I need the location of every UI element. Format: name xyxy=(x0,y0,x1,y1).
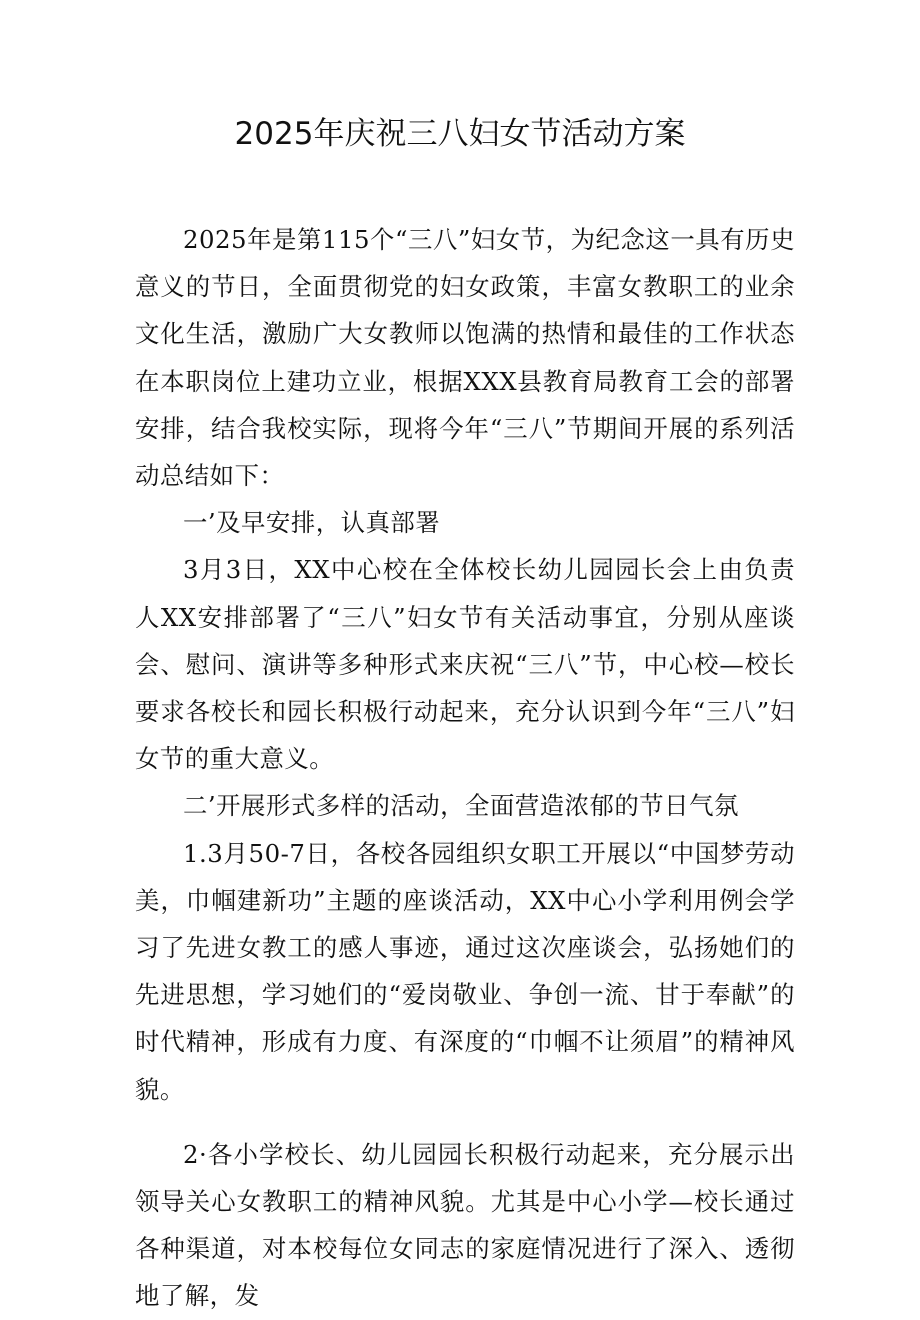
section-heading-1: 一’及早安排，认真部署 xyxy=(183,508,441,538)
paragraph-item-2: 2·各小学校长、幼儿园园长积极行动起来，充分展示出领导关心女教职工的精神风貌。尤其是中心小学—校长通过各种渠道，对本校每位女同志的家庭情况进行了深入、透彻地了解，发 xyxy=(135,1139,795,1311)
document-body xyxy=(135,216,795,1320)
paragraph-section-1: 3月3日，XX中心校在全体校长幼儿园园长会上由负责人XX安排部署了“三八”妇女节有关活动事宜，分别从座谈会、慰问、演讲等多种形式来庆祝“三八”节，中心校—校长要求各校长和园长积极行动起来，充分认识到今年“三八”妇女节的重大意义。 xyxy=(135,555,795,774)
paragraph-intro: 2025年是第115个“三八”妇女节，为纪念这一具有历史意义的节日，全面贯彻党的妇女政策，丰富女教职工的业余文化生活，激励广大女教师以饱满的热情和最佳的工作状态在本职岗位上建功立业，根据XXX县教育局教育工会的部署安排，结合我校实际，现将今年“三八”节期间开展的系列活动总结如下： xyxy=(135,225,795,491)
section-heading-2: 二’开展形式多样的活动，全面营造浓郁的节日气氛 xyxy=(183,791,739,821)
paragraph-item-1: 1.3月50-7日，各校各园组织女职工开展以“中国梦劳动美，巾帼建新功”主题的座谈活动，XX中心小学利用例会学习了先进女教工的感人事迹，通过这次座谈会，弘扬她们的先进思想，学习她们的“爱岗敬业、争创一流、甘于奉献”的时代精神，形成有力度、有深度的“巾帼不让须眉”的精神风貌。 xyxy=(135,838,795,1104)
document-title: 2025年庆祝三八妇女节活动方案 xyxy=(234,116,686,152)
